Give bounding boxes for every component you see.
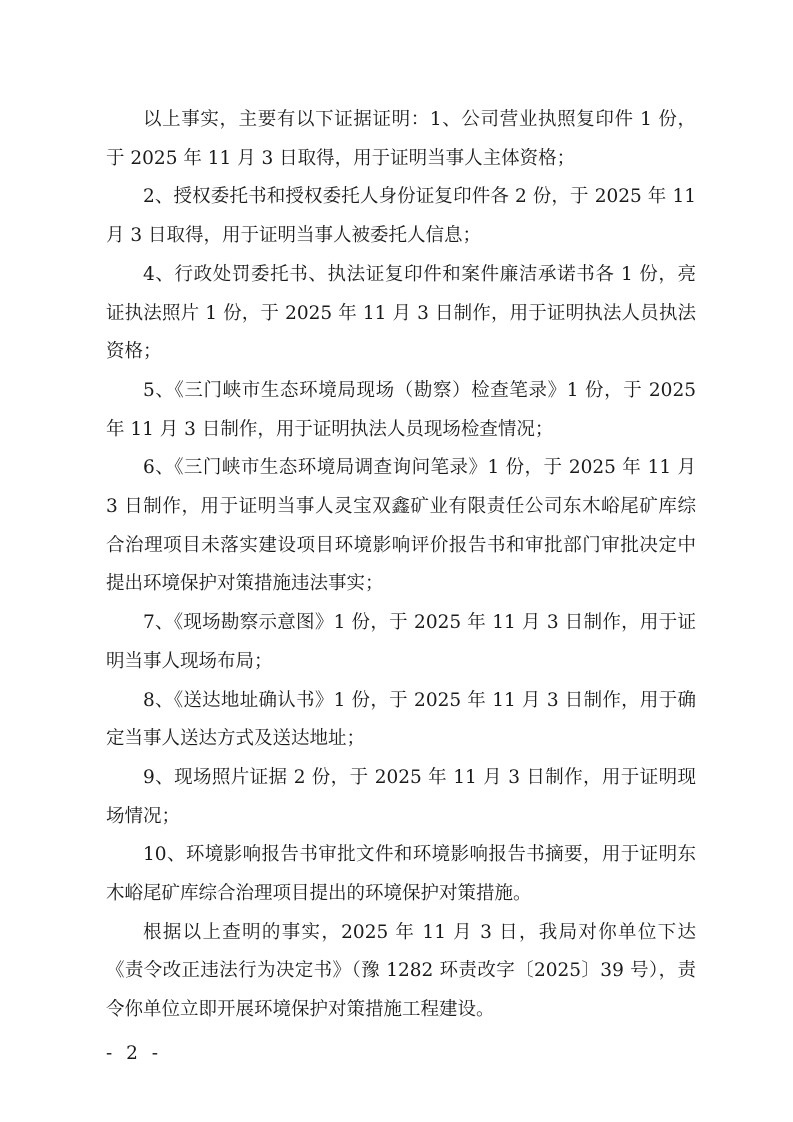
- paragraph-evidence-9: 9、现场照片证据 2 份，于 2025 年 11 月 3 日制作，用于证明现场情况；: [106, 766, 696, 827]
- paragraph-evidence-10: 10、环境影响报告书审批文件和环境影响报告书摘要，用于证明东木峪尾矿库综合治理项目提出的环境保护对策措施。: [106, 844, 696, 905]
- paragraph-evidence-8: 8、《送达地址确认书》1 份，于 2025 年 11 月 3 日制作，用于确定当事人送达方式及送达地址；: [106, 689, 696, 750]
- paragraph-evidence-4: 4、行政处罚委托书、执法证复印件和案件廉洁承诺书各 1 份，亮证执法照片 1 份，于 2025 年 11 月 3 日制作，用于证明执法人员执法资格；: [106, 263, 696, 363]
- paragraph-evidence-6: 6、《三门峡市生态环境局调查询问笔录》1 份，于 2025 年 11 月 3 日制作，用于证明当事人灵宝双鑫矿业有限责任公司东木峪尾矿库综合治理项目未落实建设项目环境影响评价报告书和审批部门审批决定中提出环境保护对策措施违法事实；: [106, 457, 696, 595]
- paragraph-evidence-intro: 以上事实，主要有以下证据证明：1、公司营业执照复印件 1 份，于 2025 年 11 月 3 日取得，用于证明当事人主体资格；: [106, 109, 696, 169]
- paragraph-evidence-2: 2、授权委托书和授权委托人身份证复印件各 2 份，于 2025 年 11 月 3 日取得，用于证明当事人被委托人信息；: [106, 186, 696, 247]
- paragraph-evidence-7: 7、《现场勘察示意图》1 份，于 2025 年 11 月 3 日制作，用于证明当事人现场布局；: [106, 612, 696, 672]
- page-number: - 2 -: [106, 1043, 163, 1064]
- document-body: [106, 101, 696, 1030]
- paragraph-conclusion: 根据以上查明的事实，2025 年 11 月 3 日，我局对你单位下达《责令改正违法行为决定书》（豫 1282 环责改字〔2025〕39 号），责令你单位立即开展环境保护对策措施工程建设。: [106, 921, 696, 1021]
- paragraph-evidence-5: 5、《三门峡市生态环境局现场（勘察）检查笔录》1 份，于 2025 年 11 月 3 日制作，用于证明执法人员现场检查情况；: [106, 379, 696, 440]
